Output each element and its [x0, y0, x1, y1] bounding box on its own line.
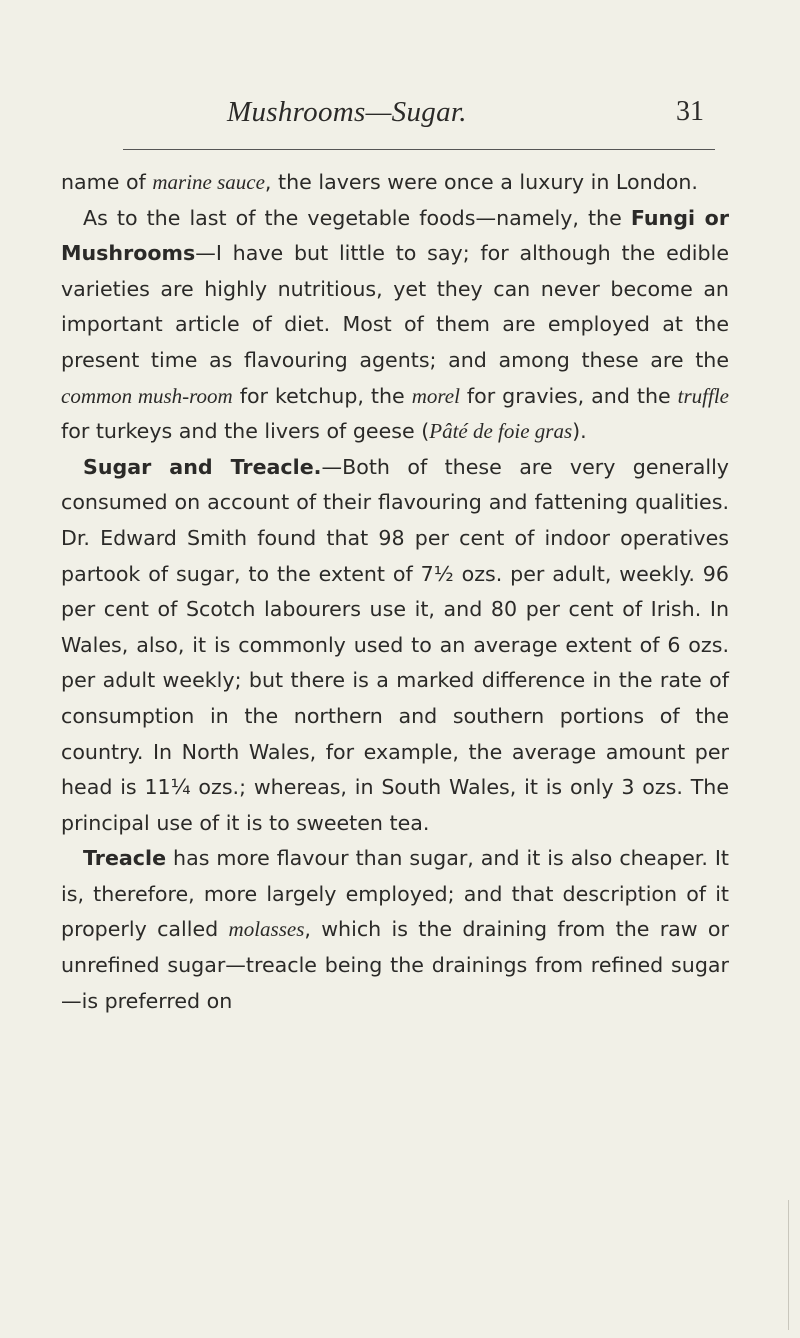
paragraph: [61, 450, 729, 842]
text-run: —Both of these are very generally consumed on account of their flavouring and fattening qualities. Dr. Edward Smith found that 98 per cent of indoor operatives partook of sugar, to the extent of 7½ ozs. per adult, weekly. 96 per cent of Scotch labourers use it, and 80 per cent of Irish. In Wales, also, it is commonly used to an average extent of 6 ozs. per adult weekly; but there is a marked difference in the rate of consumption in the northern and southern portions of the country. In North Wales, for example, the average amount per head is 11¼ ozs.; whereas, in South Wales, it is only 3 ozs. The principal use of it is to sweeten tea.: [61, 454, 729, 835]
page-edge-shadow: [788, 1200, 789, 1330]
page-number: 31: [676, 96, 704, 127]
running-title: Mushrooms—Sugar.: [227, 96, 467, 128]
text-run: for ketchup, the: [232, 383, 412, 408]
text-run: has more flavour than sugar, and it is also cheaper. It is, therefore, more largely employed; and that description of it properly called: [61, 846, 729, 942]
italic-text-run: molasses: [228, 917, 305, 942]
page-header: [0, 96, 800, 136]
bold-text-run: Fungi or Mushrooms: [61, 205, 729, 266]
text-run: , which is the draining from the raw or unrefined sugar—treacle being the drainings from refined sugar—is preferred on: [61, 917, 729, 1013]
text-run: , the lavers were once a luxury in London.: [264, 170, 698, 194]
text-run: ).: [572, 419, 587, 444]
bold-text-run: Treacle: [83, 846, 167, 871]
italic-text-run: marine sauce: [152, 170, 265, 194]
italic-text-run: common mush-room: [61, 383, 233, 408]
paragraph: [61, 201, 729, 450]
italic-text-run: truffle: [677, 383, 729, 408]
italic-text-run: morel: [411, 383, 460, 408]
header-rule: [123, 149, 715, 150]
text-run: As to the last of the vegetable foods—namely, the: [83, 205, 631, 230]
text-run: —I have but little to say; for although the edible varieties are highly nutritious, yet they can never become an important article of diet. Most of them are employed at the present time as flavouring agents; and among these are the: [61, 241, 729, 372]
italic-text-run: Pâté de foie gras: [429, 419, 573, 444]
paragraph: [61, 841, 729, 1019]
text-run: for gravies, and the: [459, 383, 678, 408]
text-run: for turkeys and the livers of geese (: [61, 419, 430, 444]
paragraph: [61, 165, 729, 201]
body-text: [61, 165, 729, 1019]
bold-text-run: Sugar and Treacle.: [83, 454, 322, 479]
text-run: name of: [61, 170, 153, 194]
